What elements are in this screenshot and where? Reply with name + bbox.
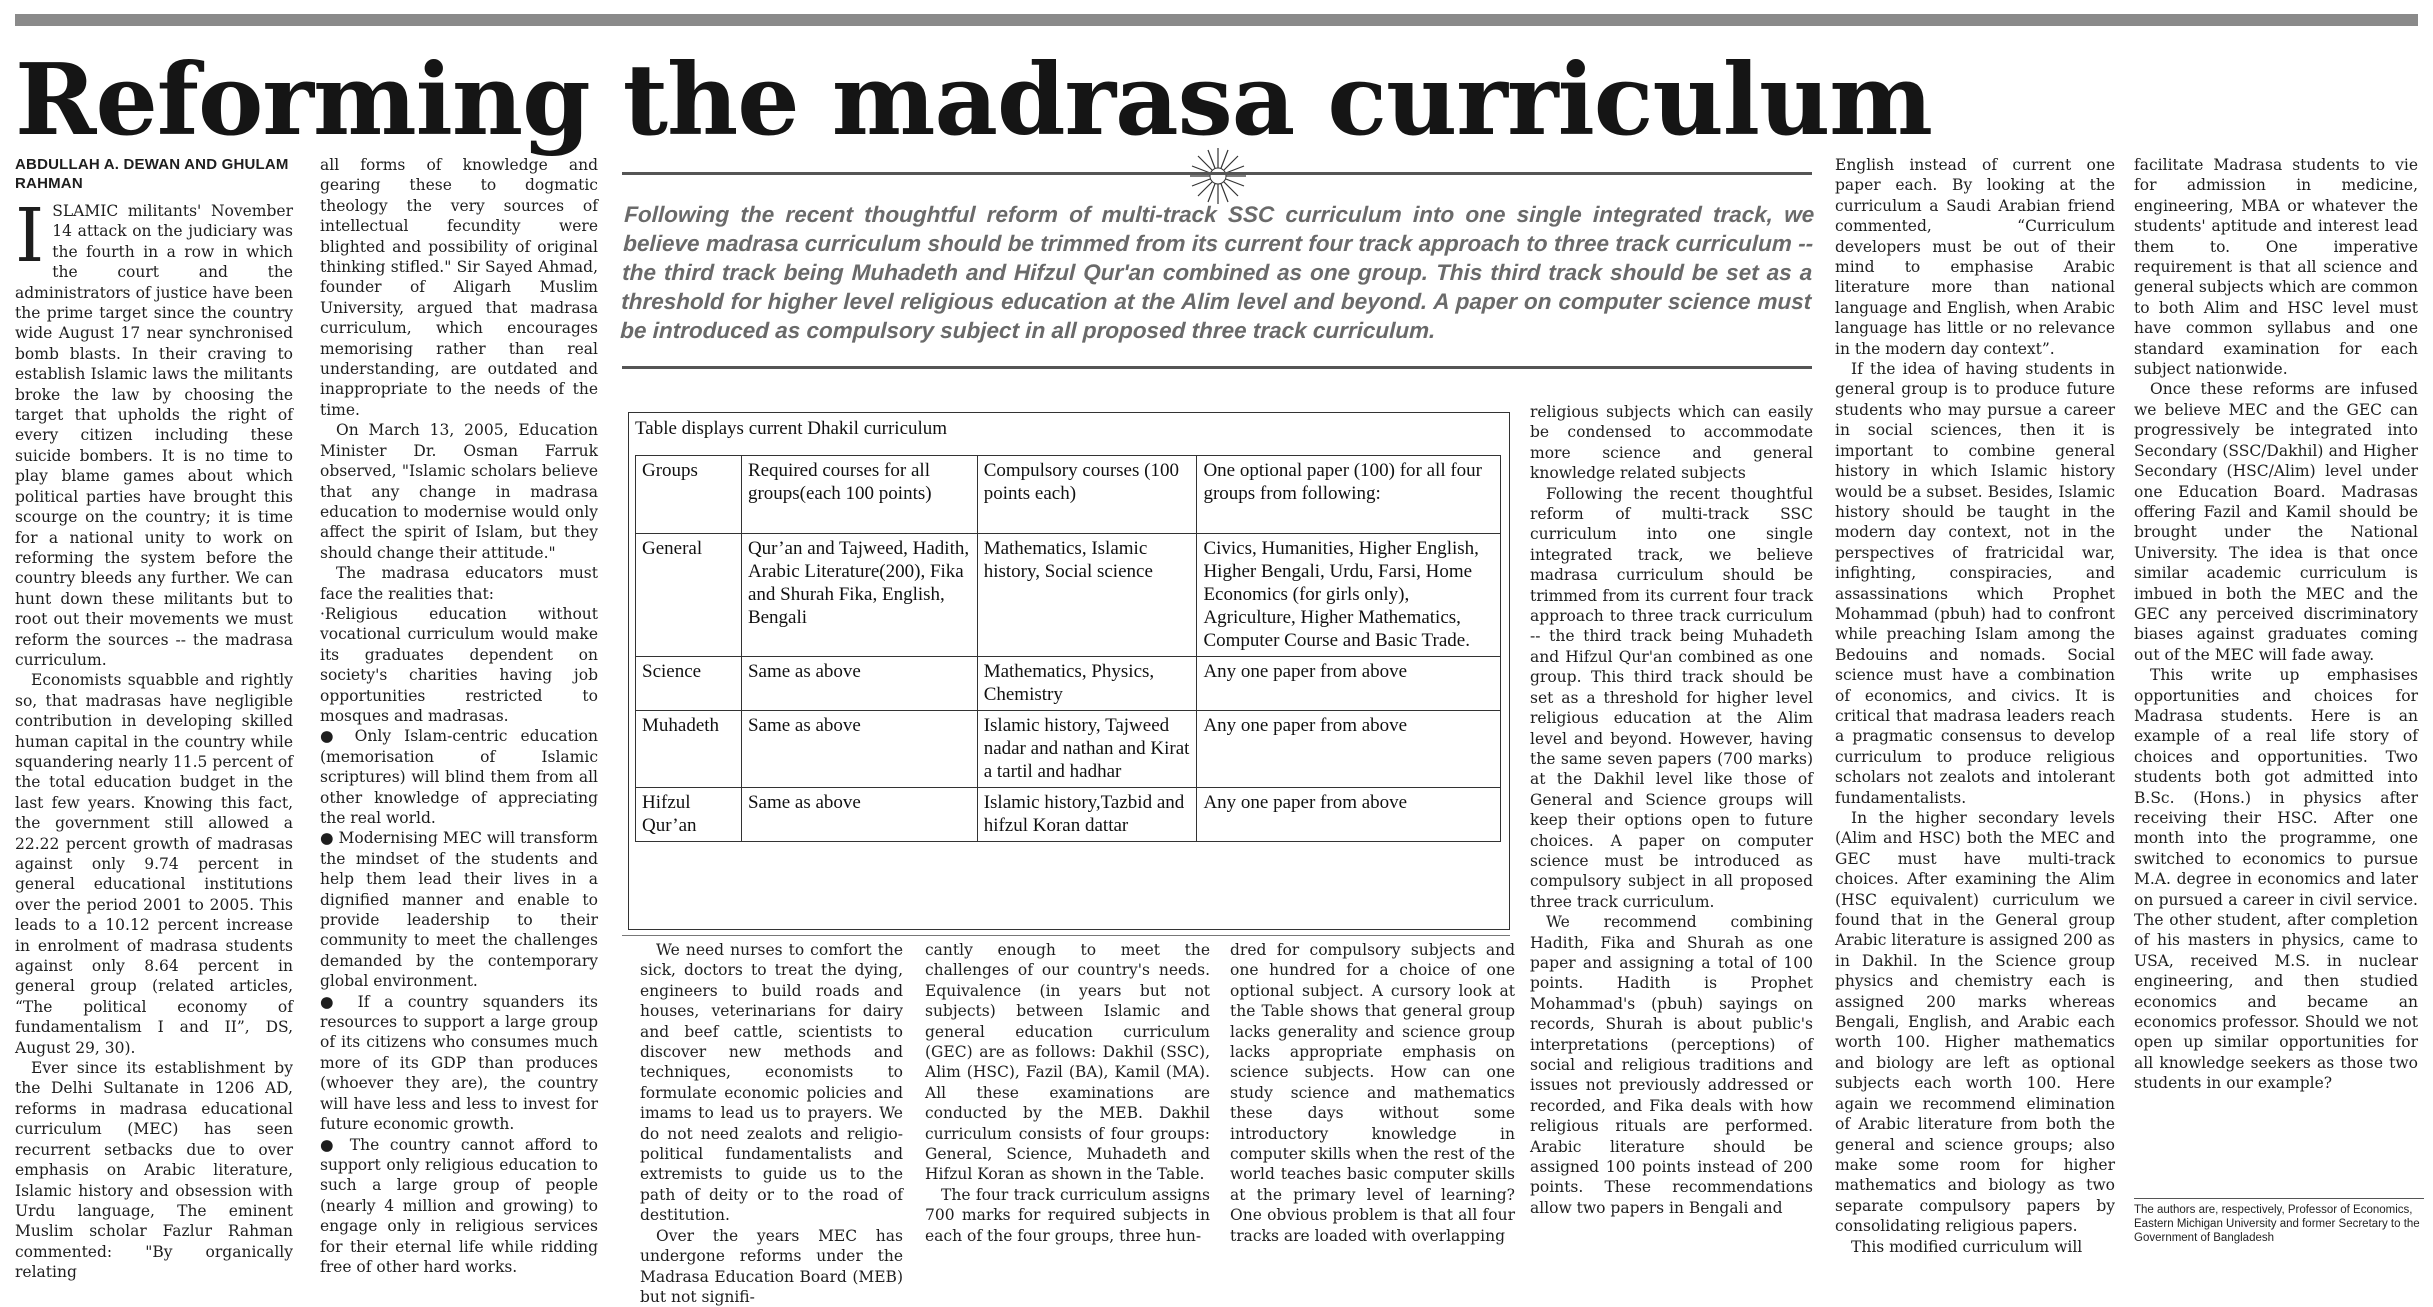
table-cell: Any one paper from above <box>1197 788 1501 842</box>
table-cell: Any one paper from above <box>1197 711 1501 788</box>
paragraph: facilitate Madrasa students to vie for admission in medicine, engineering, MBA or whatever the students' aptitude and interest lead them to. One imperative requirement is that all science and general subjects which are common to both Alim and HSC level must have common syllabus and one standard examination for each subject nationwide. <box>2134 156 2418 379</box>
paragraph: We need nurses to comfort the sick, doctors to treat the dying, engineers to build roads and houses, veterinarians for dairy and beef cattle, scientists to discover new methods and techniques, economists to formulate economic policies and imams to lead us to prayers. We do not need zealots and religio-political fundamentalists and extremists to guide us to the path of deity or to the road of destitution. <box>640 941 903 1225</box>
paragraph: On March 13, 2005, Education Minister Dr. Osman Farruk observed, "Islamic scholars believe that any change in madrasa education to modernise would only affect the spirit of Islam, but they should change their attitude." <box>320 421 598 562</box>
paragraph: We recommend combining Hadith, Fika and Shurah as one paper and assigning a total of 100 points. Hadith is Prophet Mohammad's (pbuh) sayings on records, Shurah is about public's interpretations (perceptions) of social and religious traditions and issues not previously addressed or recorded, and Fika deals with how religious rituals are performed. Arabic literature should be assigned 100 points instead of 200 points. These recommendations allow two papers in Bengali and <box>1530 913 1813 1217</box>
top-rule <box>15 14 2418 26</box>
table-cell: Science <box>636 657 742 711</box>
table-cell: Qur’an and Tajweed, Hadith, Arabic Literature(200), Fika and Shurah Fika, English, Bengali <box>741 534 977 657</box>
curriculum-table <box>628 412 1510 930</box>
paragraph: The madrasa educators must face the realities that: <box>320 564 598 603</box>
column-5 <box>1230 940 1515 1285</box>
paragraph: cantly enough to meet the challenges of our country's needs. Equivalence (in years but not subjects) between Islamic and general education curriculum (GEC) are as follows: Dakhil (SSC), Alim (HSC), Fazil (BA), Kamil (MA). All these examinations are conducted by the MEB. Dakhil curriculum consists of four groups: General, Science, Muhadeth and Hifzul Koran as shown in the Table. <box>925 941 1210 1184</box>
table-cell: Mathematics, Physics, Chemistry <box>977 657 1197 711</box>
column-7 <box>1835 155 2115 1280</box>
table-cell: Same as above <box>741 711 977 788</box>
star-burst-icon <box>1190 148 1246 204</box>
table-cell: Same as above <box>741 788 977 842</box>
bullet-item: ● The country cannot afford to support only religious education to such a large group of people (nearly 4 million and growing) to engage only in religious services for their eternal life while ridding free of other hard works. <box>320 1135 598 1276</box>
table-row <box>636 788 1501 842</box>
column-2 <box>320 155 598 1280</box>
paragraph: SLAMIC militants' November 14 attack on the judiciary was the fourth in a row in which the court and the administrators of justice have been the prime target since the country wide August 17 near synchronised bomb blasts. In their craving to establish Islamic laws the militants broke the law by choosing the target that upholds the right of every citizen including these suicide bombers. It is no time to play blame games about which political parties have brought this scourge on the country; it is time for a national unity to work on reforming the system before the country bleeds any further. We can hunt down these militants but to root out their movements we must reform the sources -- the madrasa curriculum. <box>15 202 293 669</box>
table-cell: Any one paper from above <box>1197 657 1501 711</box>
table-cell: Islamic history, Tajweed nadar and nathan and Kirat a tartil and hadhar <box>977 711 1197 788</box>
bullet-item: ● If a country squanders its resources to support a large group of its citizens who consumes much more of its GDP than produces (whoever they are), the country will have less and less to invest for future economic growth. <box>320 992 598 1134</box>
paragraph: This modified curriculum will <box>1851 1237 2083 1256</box>
paragraph: If the idea of having students in general group is to produce future students who may pursue a career in social sciences, then it is important to combine general history in which Islamic history would be a subset. Besides, Islamic history should be taught in the modern day context, not in the perspectives of fratricidal war, infighting, conspiracies, and assassinations which Prophet Mohammad (pbuh) had to confront while preaching Islam among the Bedouins and nomads. Social science must have a combination of economics, and civics. It is critical that madrasa leaders reach a pragmatic consensus to develop curriculum to produce religious scholars not zealots and intolerant fundamentalists. <box>1835 360 2115 807</box>
paragraph: Ever since its establishment by the Delhi Sultanate in 1206 AD, reforms in madrasa educational curriculum (MEC) has seen recurrent setbacks due to over emphasis on Arabic literature, Islamic history and obsession with Urdu language, The eminent Muslim scholar Fazlur Rahman commented: "By organically relating <box>15 1059 293 1282</box>
table-divider <box>622 935 1510 936</box>
highlight-rule-top <box>622 172 1812 175</box>
paragraph: This write up emphasises opportunities and choices for Madrasa students. Here is an example of a real life story of choices and opportunities. Two students both got admitted into B.Sc. (Hons.) in physics after receiving their HSC. After one month into the programme, one switched to economics to pursue M.A. degree in economics and later on pursued a career in civil service. The other student, after completion of his masters in physics, came to USA, received M.S. in nuclear engineering, and then studied economics and became an economics professor. Should we not open up similar opportunities for all knowledge seekers as those two students in our example? <box>2134 666 2418 1093</box>
paragraph: Following the recent thoughtful reform of multi-track SSC curriculum into one single integrated track, we believe madrasa curriculum should be trimmed from its current four track approach to three track curriculum -- the third track being Muhadeth and Hifzul Qur'an combined as one group. This third track should be set as a threshold for higher level religious education at the Alim level and beyond. However, having the same seven papers (700 marks) at the Dakhil level like those of General and Science groups will keep their options open to future choices. A paper on computer science must be introduced as compulsory subject in all proposed three track curriculum. <box>1530 484 1813 911</box>
paragraph: dred for compulsory subjects and one hundred for a choice of one optional subject. A cursory look at the Table shows that general group lacks generality and science group lacks appropriate emphasis on science subjects. How can one study science and mathematics these days without some introductory knowledge in computer skills when the rest of the world teaches basic computer skills at the primary level of learning? One obvious problem is that all four tracks are loaded with overlapping <box>1230 941 1515 1245</box>
table-header-cell: Groups <box>636 456 742 534</box>
highlight-rule-bottom <box>622 366 1812 369</box>
paragraph: In the higher secondary levels (Alim and HSC) both the MEC and GEC must have multi-track choices. After examining the Alim (HSC equivalent) curriculum we found that in the General group Arabic literature is assigned 200 as in Dakhil. In the Science group physics and chemistry each is assigned 200 marks whereas Bengali, English, and Arabic each worth 100. Higher mathematics and biology are left as optional subjects each worth 100. Here again we recommend elimination of Arabic literature from both the general and science groups; also make some room for higher mathematics and biology as two separate compulsory papers by consolidating religious papers. <box>1835 809 2115 1236</box>
table-cell: Hifzul Qur’an <box>636 788 742 842</box>
paragraph: all forms of knowledge and gearing these to dogmatic theology the very sources of intellectual fecundity were blighted and possibility of original thinking stifled." Sir Sayed Ahmad, founder of Aligarh Muslim University, argued that madrasa curriculum, which encourages memorising rather than real understanding, are outdated and inappropriate to the needs of the time. <box>320 156 598 419</box>
paragraph: The four track curriculum assigns 700 marks for required subjects in each of the four groups, three hun- <box>925 1185 1210 1245</box>
headline: Reforming the madrasa curriculum <box>15 43 1932 158</box>
table-row <box>636 711 1501 788</box>
table-cell: Same as above <box>741 657 977 711</box>
bullet-item: ·Religious education without vocational curriculum would make its graduates dependent on society's charities having job opportunities restricted to mosques and madrasas. <box>320 604 598 725</box>
table-grid <box>635 455 1501 842</box>
column-6 <box>1530 402 1813 1286</box>
paragraph: English instead of current one paper each. By looking at the curriculum a Saudi Arabian friend commented, “Curriculum developers must be out of their mind to emphasise Arabic literature more than national language and English, when Arabic language has little or no relevance in the modern day context”. <box>1835 156 2115 358</box>
table-header-cell: One optional paper (100) for all four groups from following: <box>1197 456 1501 534</box>
table-caption: Table displays current Dhakil curriculum <box>635 418 948 439</box>
table-cell: Civics, Humanities, Higher English, Higher Bengali, Urdu, Farsi, Home Economics (for girls only), Agriculture, Higher Mathematics, Computer Course and Basic Trade. <box>1197 534 1501 657</box>
table-row <box>636 657 1501 711</box>
table-header-row <box>636 456 1501 534</box>
column-8 <box>2134 155 2418 1190</box>
paragraph: Over the years MEC has undergone reforms under the Madrasa Education Board (MEB) but not signifi- <box>640 1226 903 1306</box>
author-credit: The authors are, respectively, Professor of Economics, Eastern Michigan University and former Secretary to the Government of Bangladesh <box>2134 1198 2424 1245</box>
column-3 <box>640 940 903 1306</box>
table-cell: General <box>636 534 742 657</box>
table-cell: Mathematics, Islamic history, Social science <box>977 534 1197 657</box>
pull-quote: Following the recent thoughtful reform of multi-track SSC curriculum into one single integrated track, we believe madrasa curriculum should be trimmed from its current four track approach to three track curriculum -- the third track being Muhadeth and Hifzul Qur'an combined as one group. This third track should be set as a threshold for higher level religious education at the Alim level and beyond. A paper on computer science must be introduced as compulsory subject in all proposed three track curriculum. <box>619 202 1815 343</box>
paragraph: religious subjects which can easily be condensed to accommodate more science and general knowledge related subjects <box>1530 403 1813 483</box>
bullet-item: ● Modernising MEC will transform the mindset of the students and help them lead their lives in a dignified manner and enable to provide leadership to their community to meet the challenges demanded by the contemporary global environment. <box>320 829 598 991</box>
table-cell: Islamic history,Tazbid and hifzul Koran dattar <box>977 788 1197 842</box>
drop-cap: I <box>15 193 45 279</box>
column-1 <box>15 155 293 1280</box>
bullet-item: ● Only Islam-centric education (memorisation of Islamic scriptures) will blind them from all other knowledge of appreciating the real world. <box>320 727 598 827</box>
table-header-cell: Compulsory courses (100 points each) <box>977 456 1197 534</box>
table-cell: Muhadeth <box>636 711 742 788</box>
paragraph: Economists squabble and rightly so, that madrasas have negligible contribution in developing skilled human capital in the country while squandering nearly 11.5 percent of the total education budget in the last few years. Knowing this fact, the government still allowed a 22.22 percent growth of madrasas against only 9.74 percent in general educational institutions over the period 2001 to 2005. This leads to a 10.12 percent increase in enrolment of madrasa students against only 8.64 percent in general group (related articles, “The political economy of fundamentalism I and II”, DS, August 29, 30). <box>15 671 293 1057</box>
table-row <box>636 534 1501 657</box>
table-header-cell: Required courses for all groups(each 100 points) <box>741 456 977 534</box>
column-4 <box>925 940 1210 1285</box>
byline: ABDULLAH A. DEWAN AND GHULAM RAHMAN <box>15 156 289 192</box>
paragraph: Once these reforms are infused we believe MEC and the GEC can progressively be integrated into Secondary (SSC/Dakhil) and Higher Secondary (HSC/Alim) level under one Education Board. Madrasas offering Fazil and Kamil should be brought under the National University. The idea is that once similar academic curriculum is imbued in both the MEC and the GEC any perceived discriminatory biases against graduates coming out of the MEC will fade away. <box>2134 380 2418 664</box>
